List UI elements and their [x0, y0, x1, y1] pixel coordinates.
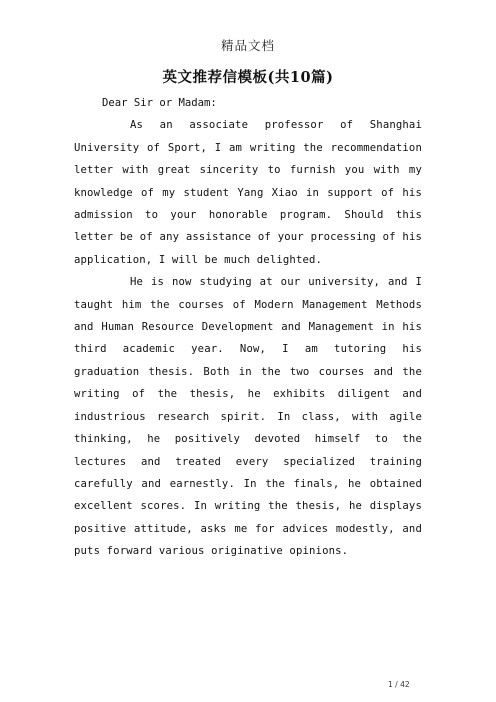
- document-body: [74, 92, 422, 563]
- page-number: 1 / 42: [388, 680, 410, 689]
- salutation: Dear Sir or Madam:: [102, 97, 217, 109]
- body-paragraph-2: He is now studying at our university, and I taught him the courses of Modern Management Methods and Human Resource Development and Management in his third academic year. Now, I am tutoring his graduation thesis. Both in the two courses and the writing of the thesis, he exhibits diligent and industrious research spirit. In class, with agile thinking, he positively devoted himself to the lectures and treated every specialized training carefully and earnestly. In the finals, he obtained excellent scores. In writing the thesis, he displays positive attitude, asks me for advices modestly, and puts forward various originative opinions.: [74, 276, 422, 558]
- document-title: 英文推荐信模板(共10篇): [162, 69, 334, 86]
- page-header: 精品文档: [220, 38, 275, 53]
- body-paragraph-1: As an associate professor of Shanghai University of Sport, I am writing the recommendation letter with great sincerity to furnish you with my knowledge of my student Yang Xiao in support of his admission to your honorable program. Should this letter be of any assistance of your processing of his application, I will be much delighted.: [74, 119, 422, 266]
